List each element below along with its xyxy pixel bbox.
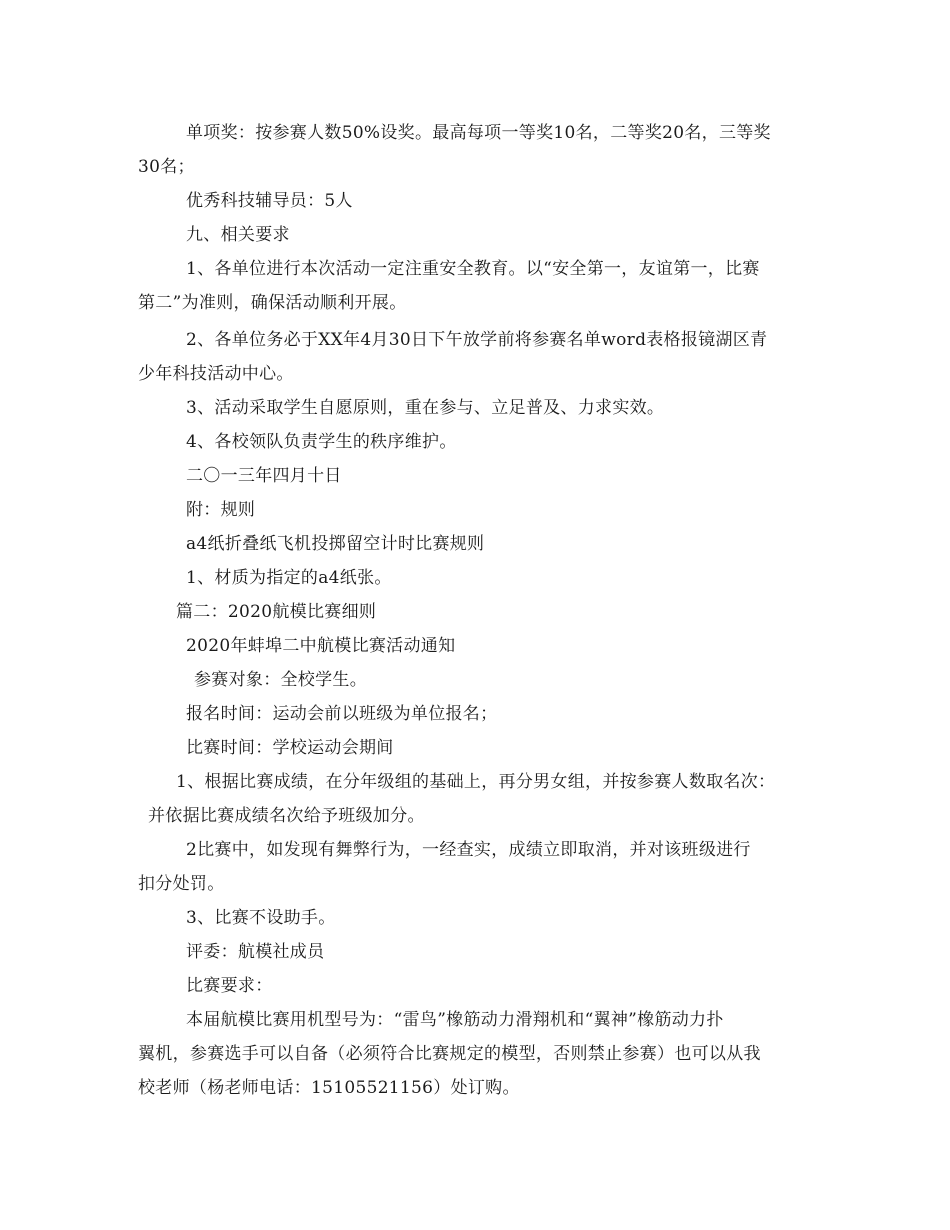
competition-requirements-heading: 比赛要求： [186, 976, 273, 996]
part-two-heading: 篇二：2020航模比赛细则 [176, 602, 377, 622]
requirement-2-line-1: 2、各单位务必于XX年4月30日下午放学前将参赛名单word表格报镜湖区青 [186, 330, 768, 350]
model-requirement-line-3: 校老师（杨老师电话：15105521156）处订购。 [138, 1078, 520, 1098]
section-heading-requirements: 九、相关要求 [186, 225, 290, 245]
competition-time-line: 比赛时间：学校运动会期间 [186, 738, 394, 758]
date-line: 二〇一三年四月十日 [186, 466, 342, 486]
model-requirement-line-1: 本届航模比赛用机型号为：“雷鸟”橡筋动力滑翔机和“翼神”橡筋动力扑 [186, 1010, 724, 1030]
cheating-rule-line-1: 2比赛中，如发现有舞弊行为，一经查实，成绩立即取消，并对该班级进行 [186, 840, 751, 860]
rules-title: a4纸折叠纸飞机投掷留空计时比赛规则 [186, 534, 485, 554]
judges-line: 评委：航模社成员 [186, 942, 325, 962]
no-assistant-line: 3、比赛不设助手。 [186, 908, 336, 928]
excellent-tutor-line: 优秀科技辅导员：5人 [186, 191, 353, 211]
requirement-3-line: 3、活动采取学生自愿原则，重在参与、立足普及、力求实效。 [186, 398, 665, 418]
award-single-item-line-2: 30名； [138, 157, 195, 177]
notice-title: 2020年蚌埠二中航模比赛活动通知 [186, 636, 456, 656]
requirement-1-line-2: 第二”为准则，确保活动顺利开展。 [138, 293, 407, 313]
requirement-1-line-1: 1、各单位进行本次活动一定注重安全教育。以“安全第一，友谊第一，比赛 [186, 259, 760, 279]
ranking-rule-line-1: 1、根据比赛成绩，在分年级组的基础上，再分男女组，并按参赛人数取名次： [176, 772, 776, 792]
cheating-rule-line-2: 扣分处罚。 [138, 874, 225, 894]
ranking-rule-line-2: 并依据比赛成绩名次给予班级加分。 [148, 806, 425, 826]
participants-line: 参赛对象：全校学生。 [194, 670, 367, 690]
award-single-item-line-1: 单项奖：按参赛人数50%设奖。最高每项一等奖10名，二等奖20名，三等奖 [186, 123, 771, 143]
appendix-heading: 附：规则 [186, 500, 256, 520]
rule-1-line: 1、材质为指定的a4纸张。 [186, 568, 392, 588]
model-requirement-line-2: 翼机，参赛选手可以自备（必须符合比赛规定的模型，否则禁止参赛）也可以从我 [138, 1044, 761, 1064]
registration-time-line: 报名时间：运动会前以班级为单位报名； [186, 704, 498, 724]
requirement-2-line-2: 少年科技活动中心。 [138, 364, 294, 384]
requirement-4-line: 4、各校领队负责学生的秩序维护。 [186, 432, 457, 452]
